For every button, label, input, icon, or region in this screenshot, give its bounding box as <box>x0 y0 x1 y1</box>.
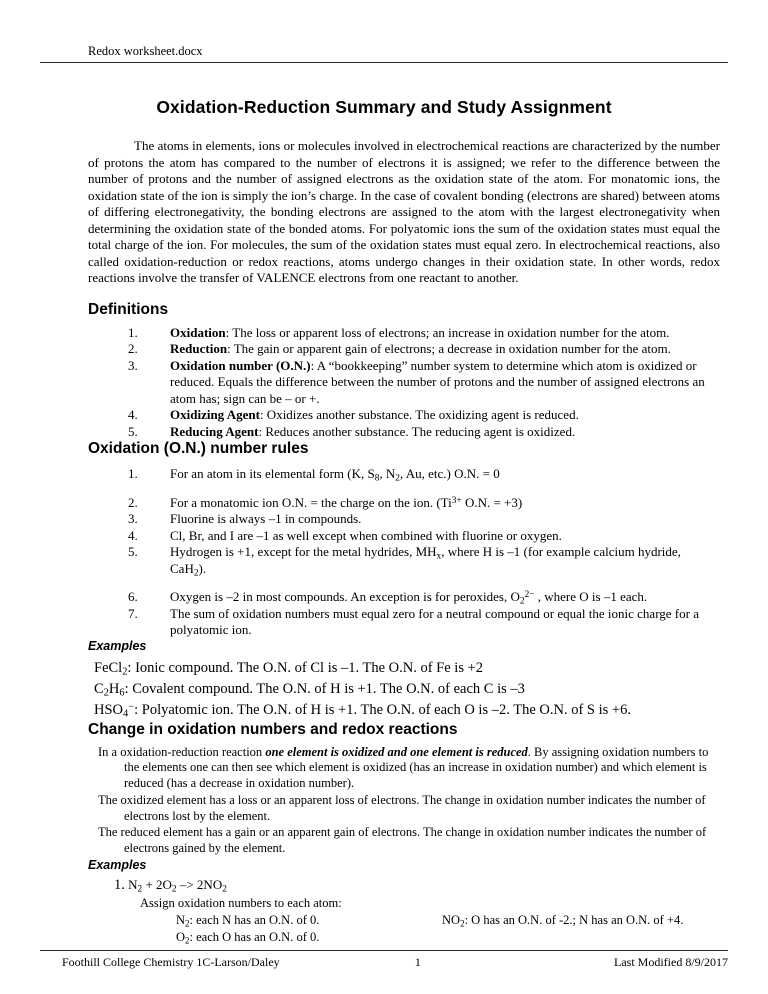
section-heading-rules: Oxidation (O.N.) number rules <box>88 440 309 457</box>
subscript: 2 <box>193 567 199 578</box>
chemical-formula: C <box>94 680 104 697</box>
list-number: 4. <box>128 527 138 543</box>
list-number: 3. <box>128 511 138 526</box>
atom-text: : O has an O.N. of -2.; N has an O.N. of +4. <box>464 912 684 927</box>
example-text: : Polyatomic ion. The O.N. of H is +1. The O.N. of each O is –2. The O.N. of S is +6. <box>134 701 631 718</box>
document-header <box>40 44 728 63</box>
subscript: 2 <box>519 596 525 607</box>
subscript: 2 <box>185 918 190 929</box>
subscript: 2 <box>222 884 227 895</box>
subscript: 2 <box>395 473 400 484</box>
example-line <box>88 679 720 700</box>
list-item <box>128 544 720 577</box>
list-item <box>128 495 720 512</box>
subscript: 2 <box>103 687 109 699</box>
atom-cell-right <box>442 929 720 946</box>
list-number: 2. <box>128 341 138 356</box>
rule-text: Cl, Br, and I are –1 as well except when combined with fluorine or oxygen. <box>170 527 562 543</box>
chemical-equation: N <box>128 876 138 892</box>
atom-assignment-grid <box>88 912 720 947</box>
subscript: 8 <box>374 473 380 484</box>
list-number: 6. <box>128 589 138 604</box>
list-number: 2. <box>128 494 138 510</box>
footer-page-number: 1 <box>414 955 421 969</box>
paragraph-text: . By assigning oxidation numbers to the elements one can then see which element is oxidized (has an increase in oxidation number) and which element is reduced (has a decrease in oxidation number). <box>124 744 709 791</box>
list-number: 4. <box>128 407 138 422</box>
definition-text: : A “bookkeeping” number system to determine which atom is oxidized or reduced. Equals the difference between the number of protons and the number of assigned electrons an atom has; sign can be – or +. <box>170 357 705 406</box>
rule-text: , where H is –1 (for example calcium hydride, CaH <box>170 544 681 576</box>
rule-text: , N <box>379 466 396 481</box>
list-item <box>128 466 720 483</box>
superscript: 3+ <box>451 495 462 506</box>
list-item <box>128 358 720 408</box>
list-number: 7. <box>128 605 138 621</box>
list-item <box>128 341 720 358</box>
definition-term: Oxidation <box>170 324 226 340</box>
footer-right: Last Modified 8/9/2017 <box>614 955 728 969</box>
list-item <box>128 528 720 545</box>
changes-paragraph: The oxidized element has a loss or an apparent loss of electrons. The change in oxidation number indicates the number of electrons lost by the element. <box>98 792 706 823</box>
rules-list <box>88 466 720 639</box>
chemical-formula: O <box>176 930 186 945</box>
rule-text: The sum of oxidation numbers must equal zero for a neutral compound or equal the ionic charge for a polyatomic ion. <box>170 605 699 637</box>
rule-text: , where O is –1 each. <box>534 589 648 604</box>
header-filename: Redox worksheet.docx <box>88 44 203 58</box>
subscript: 2 <box>171 884 177 895</box>
section-heading-definitions: Definitions <box>88 300 169 318</box>
subscript: 2 <box>460 918 465 929</box>
rule-text: Hydrogen is +1, except for the metal hydrides, MH <box>170 544 437 559</box>
rule-text: Oxygen is –2 in most compounds. An exception is for peroxides, O <box>170 589 520 604</box>
subscript: x <box>436 551 442 562</box>
list-number: 5. <box>128 544 138 559</box>
chemical-equation: –> 2NO <box>176 876 223 892</box>
paragraph-text: In a oxidation-reduction reaction <box>98 744 266 759</box>
assign-label: Assign oxidation numbers to each atom: <box>140 895 342 910</box>
definition-term: Reduction <box>170 341 228 356</box>
rule-text: For a monatomic ion O.N. = the charge on the ion. (Ti <box>170 494 452 510</box>
chemical-formula: H <box>108 680 120 697</box>
atom-text: : each N has an O.N. of 0. <box>189 912 320 927</box>
example-line <box>88 700 720 721</box>
rule-text: Fluorine is always –1 in compounds. <box>170 511 362 526</box>
intro-paragraph: The atoms in elements, ions or molecules involved in electrochemical reactions are characterized by the number of protons the atom has compared to the number of electrons it is assigned; we refer to the difference between the number of protons and the number of assigned electrons as the oxidation state of the atom. For monatomic ions, the oxidation state of the ion is simply the ion’s charge. In the case of covalent bonding (electrons are shared) between atoms of differing electronegativity, the bonding electrons are assigned to the atom with the largest electronegativity when determining the oxidation state of the bonded atoms. For polyatomic ions the sum of the oxidation states must equal the total charge of the ion. For molecules, the sum of the oxidation states must equal zero. In electrochemical reactions, also called oxidation-reduction or redox reactions, atoms undergo changes in their oxidation state. In other words, redox reactions involve the transfer of VALENCE electrons from one reactant to another. <box>88 138 720 285</box>
definition-text: : Oxidizes another substance. The oxidizing agent is reduced. <box>259 407 579 422</box>
example-line <box>88 658 720 679</box>
footer-left: Foothill College Chemistry 1C-Larson/Daley <box>62 955 280 969</box>
list-number: 3. <box>128 357 138 373</box>
example-text: : Covalent compound. The O.N. of H is +1. The O.N. of each C is –3 <box>124 680 525 697</box>
definitions-list <box>88 325 720 441</box>
definition-text: : Reduces another substance. The reducing agent is oxidized. <box>258 423 576 439</box>
emphasis-text: one element is oxidized and one element is reduced <box>265 744 528 759</box>
rule-text: For an atom in its elemental form (K, S <box>170 466 375 481</box>
document-body <box>40 138 728 946</box>
list-item <box>128 424 720 441</box>
equation-number: 1. <box>114 876 125 893</box>
atom-cell-left <box>176 929 442 946</box>
list-number: 1. <box>128 466 138 481</box>
list-number: 1. <box>128 324 138 340</box>
equation-line <box>88 877 720 894</box>
atom-cell-left <box>176 912 442 929</box>
list-item <box>128 407 720 424</box>
chemical-equation: + 2O <box>142 876 172 892</box>
subscript: 2 <box>137 884 143 895</box>
rule-text: O.N. = +3) <box>461 494 523 510</box>
chemical-formula: FeCl <box>94 659 123 676</box>
subscript: 2 <box>122 666 128 678</box>
changes-paragraph <box>88 745 720 792</box>
chemical-formula: NO <box>442 912 461 927</box>
subscript: 2 <box>185 935 190 946</box>
list-item <box>128 325 720 342</box>
atom-cell-right <box>442 912 720 929</box>
chemical-formula: N <box>176 912 186 927</box>
rule-text: ). <box>198 560 207 576</box>
chemical-formula: HSO <box>94 701 124 718</box>
page-title: Oxidation-Reduction Summary and Study Assignment <box>156 97 612 117</box>
definition-term: Oxidation number (O.N.) <box>170 357 311 373</box>
list-number: 5. <box>128 423 138 439</box>
list-item <box>128 606 720 639</box>
definition-text: : The gain or apparent gain of electrons; a decrease in oxidation number for the atom. <box>227 341 671 356</box>
superscript: 2− <box>524 589 535 600</box>
definition-term: Reducing Agent <box>170 423 259 439</box>
rule-text: , Au, etc.) O.N. = 0 <box>399 466 500 481</box>
section-heading-changes: Change in oxidation numbers and redox reactions <box>88 720 458 738</box>
document-footer <box>40 950 728 970</box>
subscript: 6 <box>119 687 125 699</box>
subscript: 4 <box>123 708 129 720</box>
list-item <box>128 511 720 528</box>
list-item <box>128 589 720 606</box>
atom-row <box>176 929 720 946</box>
atom-row <box>176 912 720 929</box>
example-text: : Ionic compound. The O.N. of Cl is –1. The O.N. of Fe is +2 <box>127 659 484 676</box>
definition-term: Oxidizing Agent <box>170 407 260 422</box>
superscript: − <box>128 700 135 712</box>
definition-text: : The loss or apparent loss of electrons; an increase in oxidation number for the atom. <box>225 324 670 340</box>
changes-paragraph: The reduced element has a gain or an apparent gain of electrons. The change in oxidation number indicates the number of electrons gained by the element. <box>98 825 707 856</box>
atom-text: : each O has an O.N. of 0. <box>189 930 320 945</box>
examples-heading-2: Examples <box>88 857 147 872</box>
examples-heading-1: Examples <box>88 638 147 653</box>
